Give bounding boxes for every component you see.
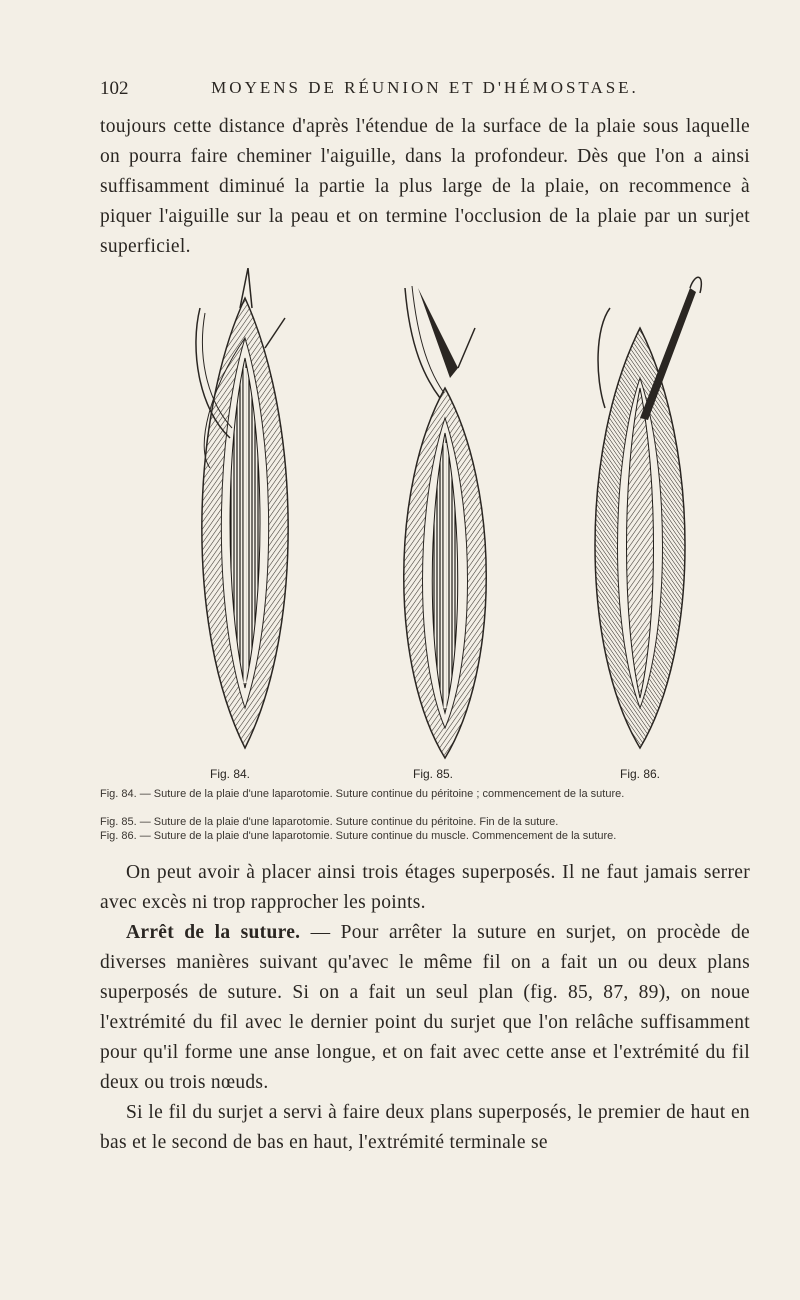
- body-paragraph-2: [100, 918, 750, 1098]
- running-title: MOYENS DE RÉUNION ET D'HÉMOSTASE.: [211, 78, 639, 97]
- body-paragraph-3: Si le fil du surjet a servi à faire deux plans superposés, le premier de haut en bas et le second de bas en haut, l'extrémité terminale se: [100, 1102, 750, 1153]
- figure-label-86: Fig. 86.: [620, 767, 661, 781]
- section-title: Arrêt de la suture.: [126, 922, 301, 943]
- caption-84: Fig. 84. — Suture de la plaie d'une laparotomie. Suture continue du péritoine ; commencement de la suture.: [100, 788, 625, 800]
- caption-85: Fig. 85. — Suture de la plaie d'une laparotomie. Suture continue du péritoine. Fin de la suture.: [100, 816, 559, 828]
- body-text: [100, 858, 750, 1158]
- body-paragraph-1: On peut avoir à placer ainsi trois étages superposés. Il ne faut jamais serrer avec excès ni trop rapprocher les points.: [100, 862, 750, 913]
- intro-text: toujours cette distance d'après l'étendue de la surface de la plaie sous laquelle on pourra faire cheminer l'aiguille, dans la profondeur. Dès que l'on a ainsi suffisamment diminué la partie la plus large de la plaie, on recommence à piquer l'aiguille sur la peau et on termine l'occlusion de la plaie par un surjet superficiel.: [100, 116, 750, 257]
- figure-84-illustration: [196, 268, 288, 748]
- page-header: [100, 78, 750, 108]
- caption-86: Fig. 86. — Suture de la plaie d'une laparotomie. Suture continue du muscle. Commencement de la suture.: [100, 830, 617, 842]
- surgical-figures: [170, 268, 760, 768]
- figure-labels: [100, 767, 750, 787]
- page-number: 102: [100, 78, 129, 99]
- figure-86-illustration: [595, 277, 701, 748]
- body-paragraph-2-text: — Pour arrêter la suture en surjet, on procède de diverses manières suivant qu'avec le même fil on a fait un ou deux plans superposés de suture. Si on a fait un seul plan (fig. 85, 87, 89), on noue l'extrémité du fil avec le dernier point du surjet que l'on relâche suffisamment pour qu'il forme une anse longue, et on fait avec cette anse et l'extrémité du fil deux ou trois nœuds.: [100, 922, 750, 1093]
- figure-label-84: Fig. 84.: [210, 767, 251, 781]
- intro-paragraph: [100, 112, 750, 262]
- figure-85-illustration: [404, 286, 487, 758]
- figure-label-85: Fig. 85.: [413, 767, 454, 781]
